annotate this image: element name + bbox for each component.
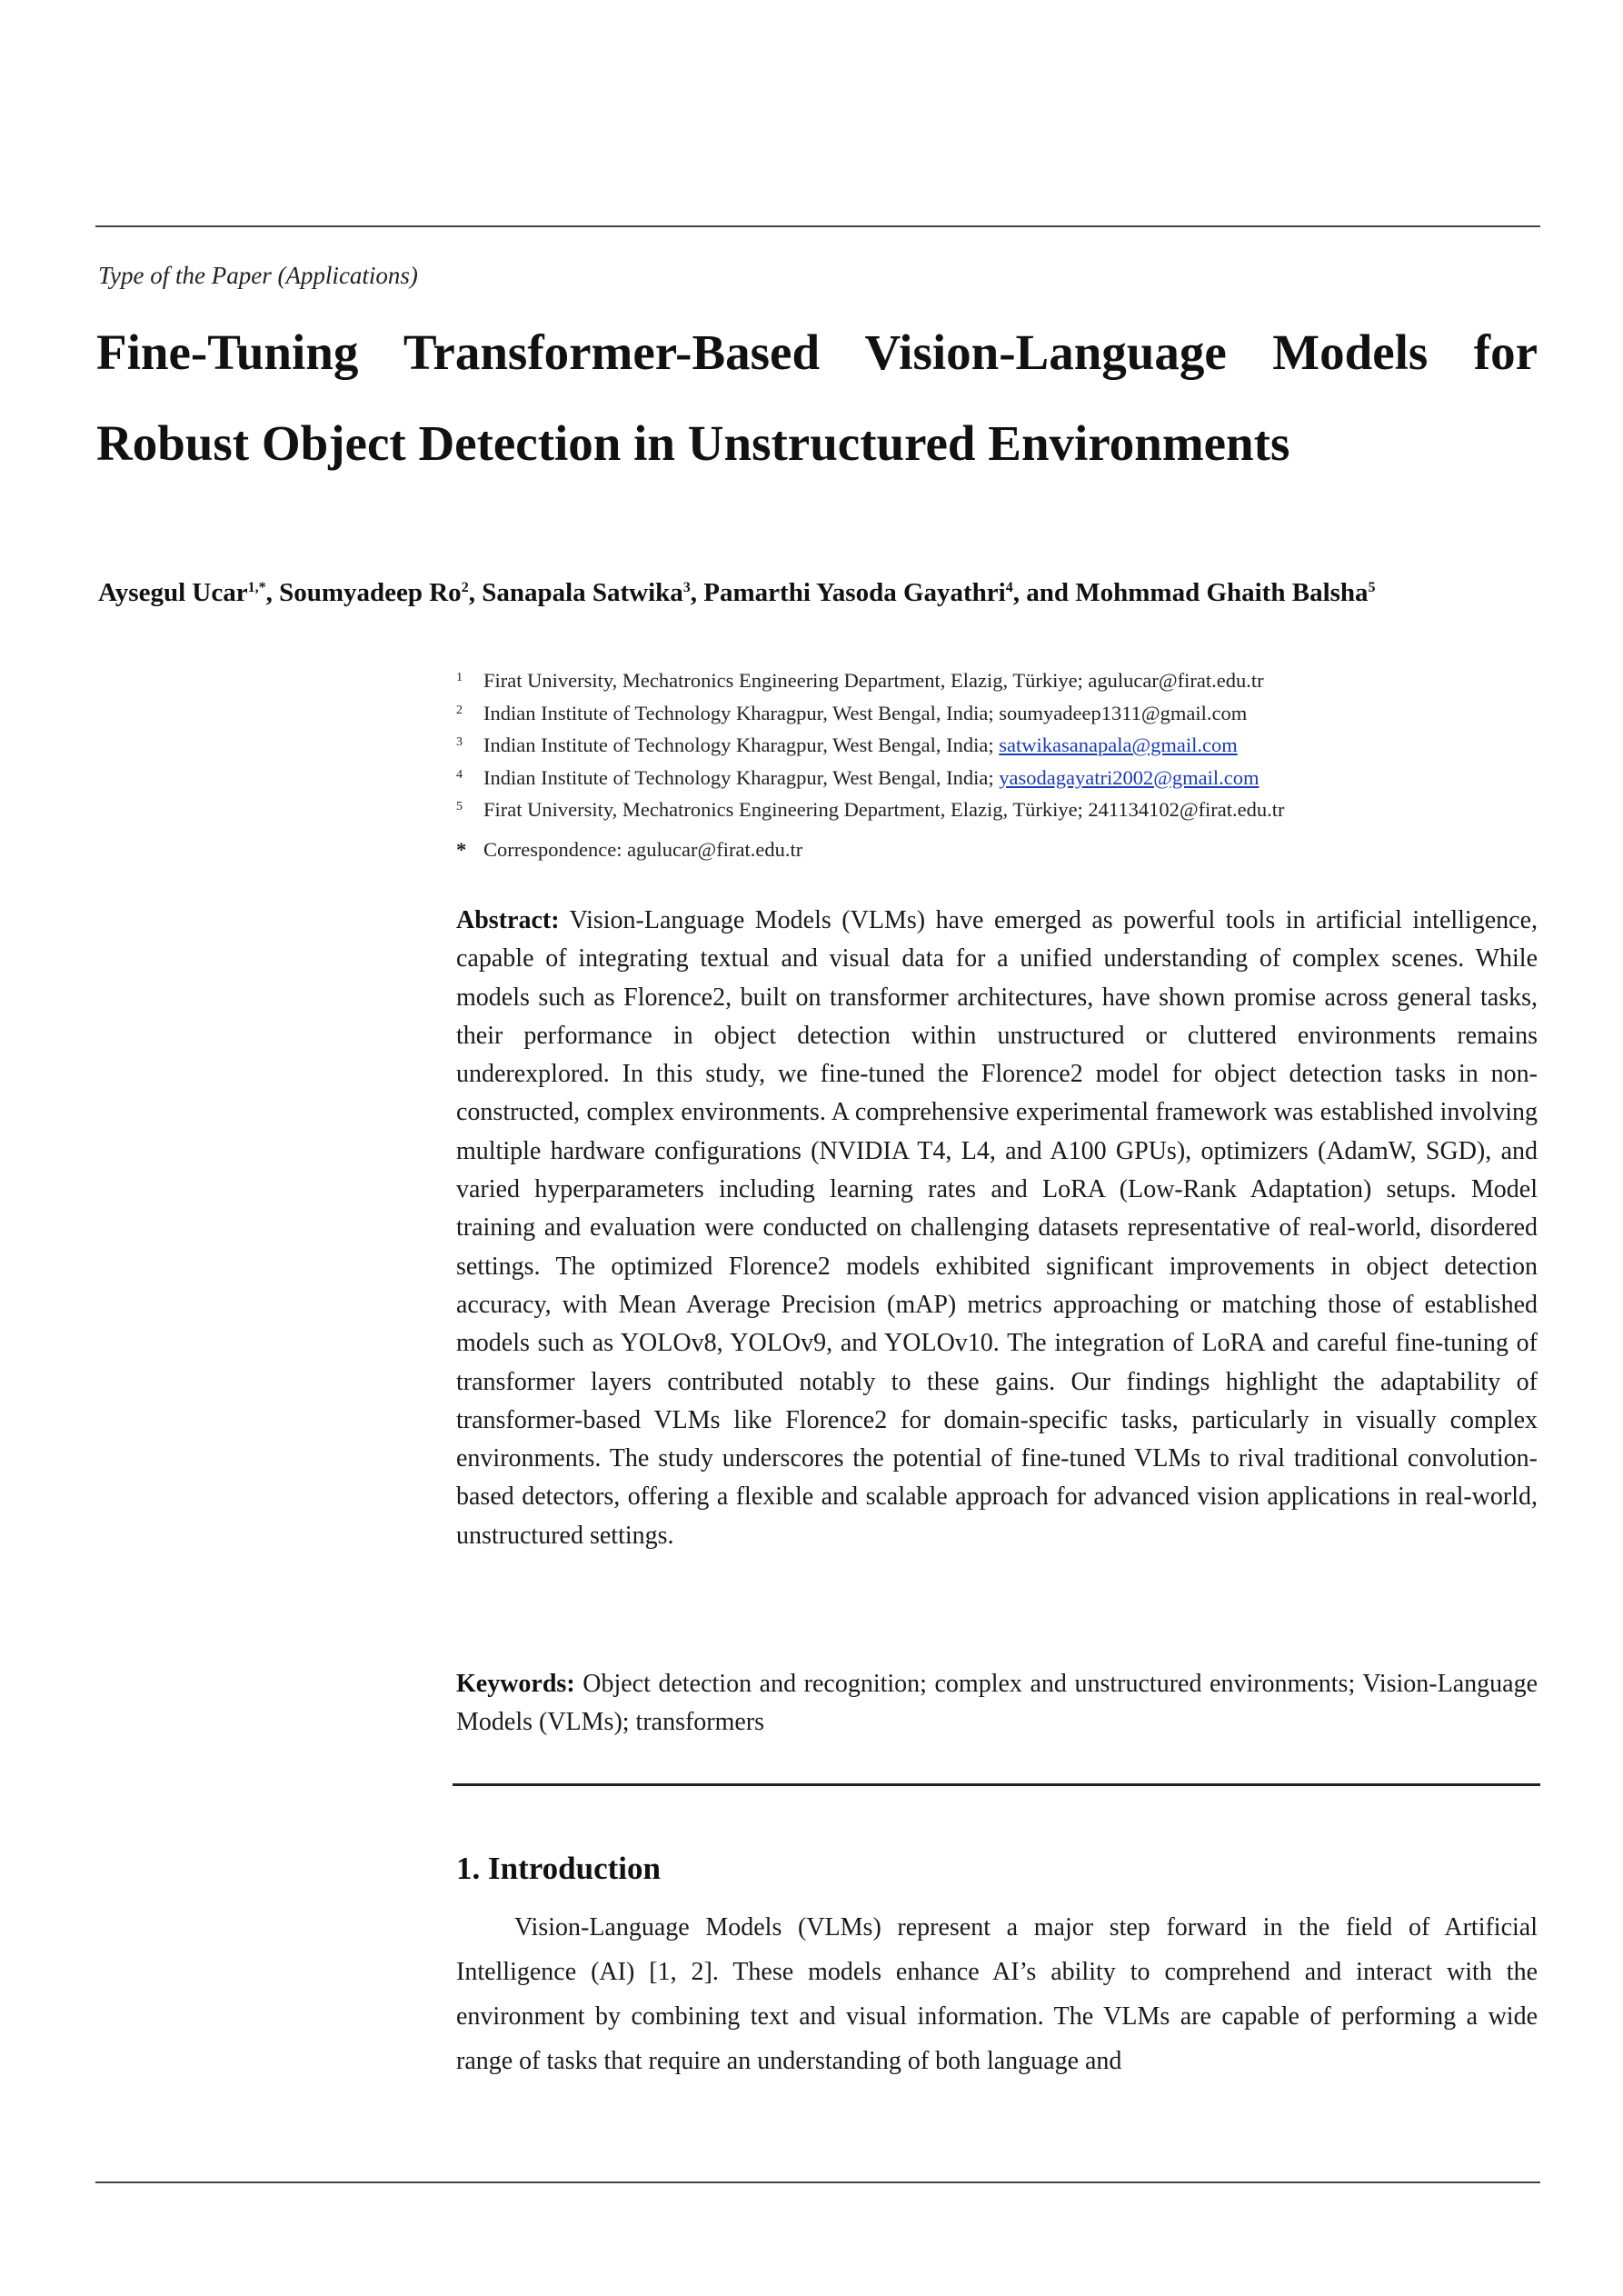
correspondence: * Correspondence: agulucar@firat.edu.tr — [456, 838, 803, 861]
author: Mohmmad Ghaith Balsha$^5$ — [1075, 578, 1376, 607]
paper-title — [96, 307, 1538, 489]
footer-rule — [95, 2181, 1540, 2183]
author: Aysegul Ucar$^{1,*}$ — [98, 578, 266, 607]
keywords — [456, 1665, 1538, 1742]
email-link[interactable]: yasodagayatri2002@gmail.com — [999, 765, 1260, 789]
section-heading-introduction: 1. Introduction — [456, 1851, 661, 1886]
affiliation-item: 1 Firat University, Mechatronics Engineering Department, Elazig, Türkiye; agulucar@firat.edu.tr — [456, 669, 1264, 692]
section-divider — [453, 1783, 1540, 1786]
paper-type: Type of the Paper (Applications) — [98, 262, 418, 289]
header-rule — [95, 225, 1540, 227]
affiliation-item: 5 Firat University, Mechatronics Engineering Department, Elazig, Türkiye; 241134102@firat.edu.tr — [456, 798, 1285, 821]
keywords-label: Keywords: — [456, 1670, 575, 1698]
affiliation-item: 3 Indian Institute of Technology Kharagpur, West Bengal, India; satwikasanapala@gmail.com — [456, 734, 1238, 756]
title-line-1: Fine-Tuning Transformer-Based Vision-Language Models for — [96, 324, 1538, 380]
introduction-paragraph: Vision-Language Models (VLMs) represent a major step forward in the field of Artificial Intelligence (AI) [1, 2]. These models enhance AI’s ability to comprehend and interact with the environment by combining text and visual information. The VLMs are capable of performing a wide range of tasks that require an understanding of both language and — [456, 1913, 1538, 2075]
author: Sanapala Satwika$^3$ — [482, 578, 691, 607]
title-line-2: Robust Object Detection in Unstructured Environments — [96, 415, 1290, 471]
keywords-text: Object detection and recognition; complex and unstructured environments; Vision-Language Models (VLMs); transformers — [456, 1670, 1538, 1736]
abstract-label: Abstract: — [456, 906, 560, 934]
author: Soumyadeep Ro$^2$ — [279, 578, 469, 607]
email-link[interactable]: satwikasanapala@gmail.com — [999, 734, 1238, 756]
author-list: Aysegul Ucar$^{1,*}$, Soumyadeep Ro$^2$, Sanapala Satwika$^3$, Pamarthi Yasoda Gayathri$^4$, and Mohmmad Ghaith Balsha$^5$ — [98, 578, 1376, 607]
affiliation-list — [456, 664, 1285, 825]
abstract — [456, 902, 1538, 1555]
author: Pamarthi Yasoda Gayathri$^4$ — [703, 578, 1013, 607]
affiliation-item: 2 Indian Institute of Technology Kharagpur, West Bengal, India; soumyadeep1311@gmail.com — [456, 701, 1248, 724]
affiliation-item: 4 Indian Institute of Technology Kharagpur, West Bengal, India; yasodagayatri2002@gmail.com — [456, 765, 1260, 789]
abstract-text: Vision-Language Models (VLMs) have emerged as powerful tools in artificial intelligence, capable of integrating textual and visual data for a unified understanding of complex scenes. While models such as Florence2, built on transformer architectures, have shown promise across general tasks, their performance in object detection within unstructured or cluttered environments remains underexplored. In this study, we fine-tuned the Florence2 model for object detection tasks in non-constructed, complex environments. A comprehensive experimental framework was established involving multiple hardware configurations (NVIDIA T4, L4, and A100 GPUs), optimizers (AdamW, SGD), and varied hyperparameters including learning rates and LoRA (Low-Rank Adaptation) setups. Model training and evaluation were conducted on challenging datasets representative of real-world, disordered settings. The optimized Florence2 models exhibited significant improvements in object detection accuracy, with Mean Average Precision (mAP) metrics approaching or matching those of established models such as YOLOv8, YOLOv9, and YOLOv10. The integration of LoRA and careful fine-tuning of transformer layers contributed notably to these gains. Our findings highlight the adaptability of transformer-based VLMs like Florence2 for domain-specific tasks, particularly in visually complex environments. The study underscores the potential of fine-tuned VLMs to rival traditional convolution-based detectors, offering a flexible and scalable approach for advanced vision applications in real-world, unstructured settings. — [456, 906, 1538, 1550]
